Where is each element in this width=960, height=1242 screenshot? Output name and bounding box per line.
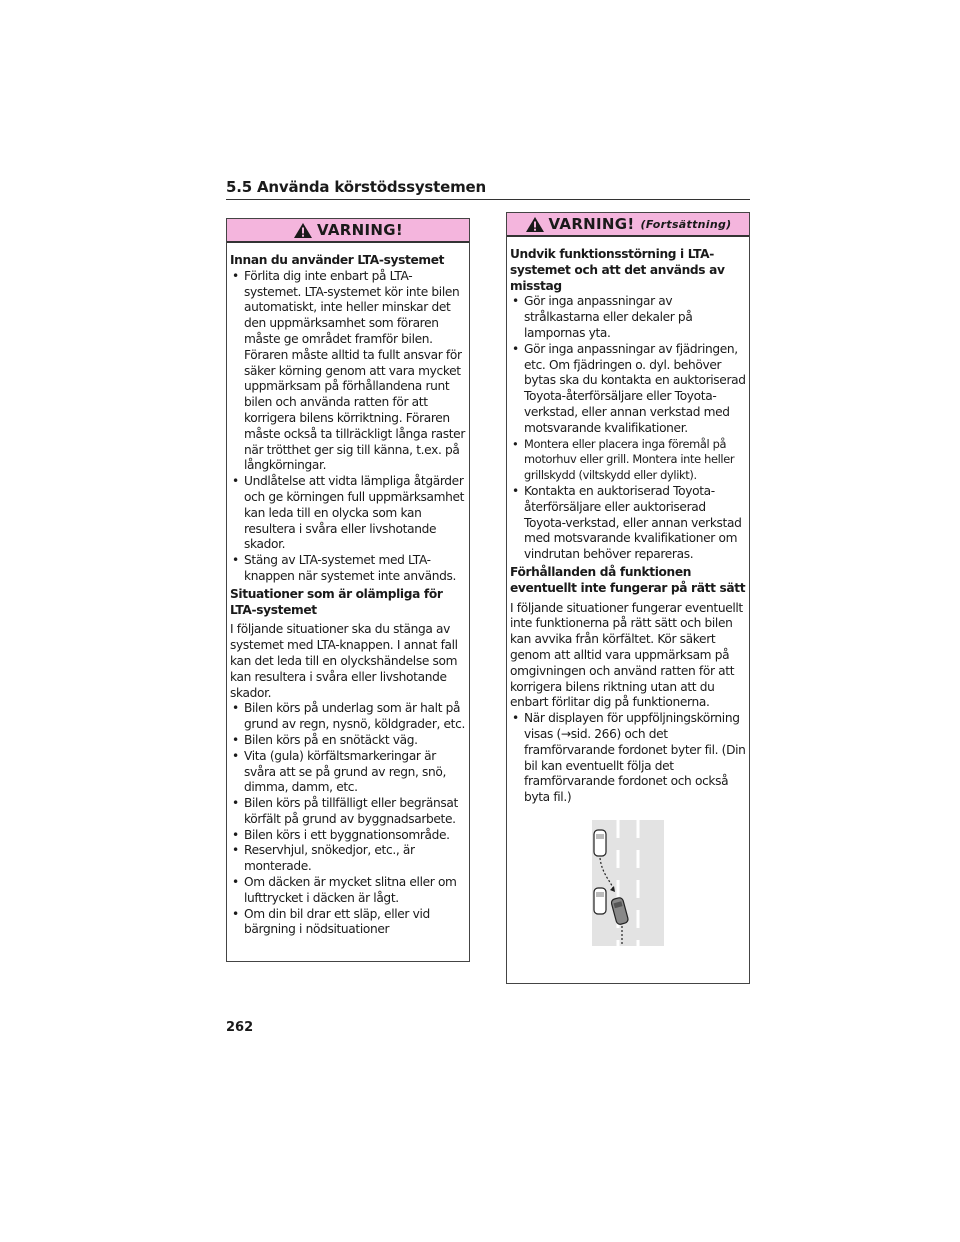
warning-header (227, 219, 469, 243)
list-item: • Om däcken är mycket slitna eller om lufttrycket i däcken är lågt. (230, 875, 466, 907)
warning-header-continued (507, 213, 749, 237)
subheading: Förhållanden då funktionen eventuellt inte fungerar på rätt sätt (510, 564, 746, 595)
bullet-list (230, 269, 466, 585)
list-item: • Gör inga anpassningar av strålkastarna eller dekaler på lampornas yta. (510, 294, 746, 341)
paragraph: I följande situationer fungerar eventuellt inte funktionerna på rätt sätt och bilen kan avvika från körfältet. Kör säkert genom att alltid vara uppmärksam på omgivningen och använd ratten för att korrigera bilens riktning utan att du enbart förlitar dig på funktionerna. (510, 600, 743, 710)
list-item: • Stäng av LTA-systemet med LTA-knappen när systemet inte används. (230, 553, 466, 585)
section-divider (226, 199, 750, 200)
list-item: • Montera eller placera inga föremål på motorhuv eller grill. Montera inte heller grillskydd (viltskydd eller dylikt). (510, 437, 746, 484)
bullet-list (510, 294, 746, 436)
warning-content (227, 243, 469, 942)
section-title: 5.5 Använda körstödssystemen (226, 178, 486, 196)
bullet-list (510, 484, 746, 563)
page-number: 262 (226, 1020, 254, 1035)
list-item: • Förlita dig inte enbart på LTA-systemet. LTA-systemet kör inte bilen automatiskt, inte heller minskar det den uppmärksamhet som föraren måste ge området framför bilen. Föraren måste alltid ta fullt ansvar för säker körning genom att vara mycket uppmärksam på förhållandena runt bilen och använda ratten för att korrigera bilens körriktning. Föraren måste också ta tillräckligt långa raster när trötthet ger sig till känna, t.ex. på långkörningar. (230, 269, 466, 474)
continuation-label: (Fortsättning) (640, 217, 732, 231)
warning-triangle-icon (525, 216, 545, 233)
bullet-list (510, 711, 746, 806)
list-item: • Gör inga anpassningar av fjädringen, etc. Om fjädringen o. dyl. behöver bytas ska du kontakta en auktoriserad Toyota-återförsäljare eller Toyota-verkstad, eller annan verkstad med motsvarande kvalifikationer. (510, 342, 746, 437)
list-item: • Undlåtelse att vidta lämpliga åtgärder och ge körningen full uppmärksamhet kan leda till en olycka som kan resultera i svåra eller livshotande skador. (230, 474, 466, 553)
warning-box-right (506, 212, 750, 984)
list-item: • Bilen körs på underlag som är halt på grund av regn, nysnö, köldgrader, etc. (230, 701, 466, 733)
list-item: • Bilen körs på tillfälligt eller begränsat körfält på grund av byggnadsarbete. (230, 796, 466, 828)
list-item: • Bilen körs på en snötäckt väg. (230, 733, 466, 749)
subheading: Innan du använder LTA-systemet (230, 253, 445, 267)
bullet-list (510, 437, 746, 484)
lane-change-illustration (592, 820, 664, 946)
warning-content (507, 237, 749, 810)
bullet-list (230, 701, 466, 938)
warning-title: VARNING! (317, 221, 403, 239)
list-item: • Om din bil drar ett släp, eller vid bärgning i nödsituationer (230, 907, 466, 939)
paragraph: I följande situationer ska du stänga av systemet med LTA-knappen. I annat fall kan det leda till en olyckshändelse som kan resultera i svåra eller livshotande skador. (230, 622, 458, 700)
list-item: • När displayen för uppföljningskörning visas (→sid. 266) och det framförvarande fordonet byter fil. (Din bil kan eventuellt följa det framförvarande fordonet och också byta fil.) (510, 711, 746, 806)
warning-box-left (226, 218, 470, 962)
subheading: Situationer som är olämpliga för LTA-systemet (230, 586, 443, 617)
list-item: • Vita (gula) körfältsmarkeringar är svåra att se på grund av regn, snö, dimma, damm, etc. (230, 749, 466, 796)
list-item: • Bilen körs i ett byggnationsområde. (230, 828, 466, 844)
list-item: • Reservhjul, snökedjor, etc., är monterade. (230, 843, 466, 875)
warning-title: VARNING! (548, 215, 635, 233)
subheading: Undvik funktionsstörning i LTA-systemet och att det används av misstag (510, 247, 725, 293)
list-item: • Kontakta en auktoriserad Toyota-återförsäljare eller auktoriserad Toyota-verkstad, eller annan verkstad med motsvarande kvalifikationer om vindrutan behöver repareras. (510, 484, 746, 563)
warning-triangle-icon (293, 222, 313, 239)
